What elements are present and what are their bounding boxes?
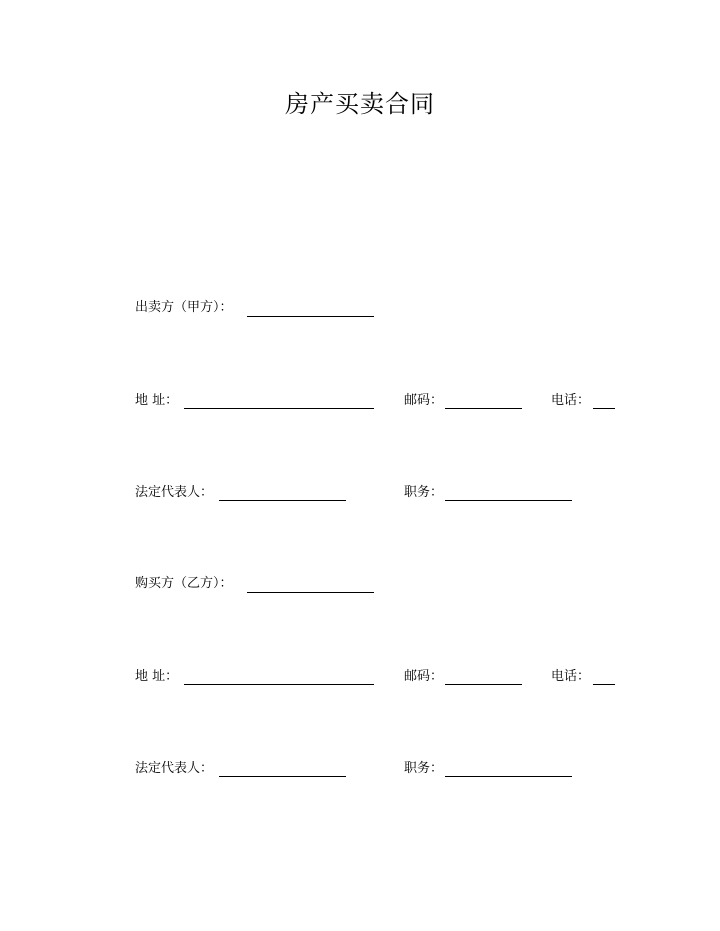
seller-address-label: 地 址： [135,393,179,408]
document-title: 房产买卖合同 [285,90,435,118]
seller-address-blank [184,408,374,409]
seller-postcode-label: 邮码： [404,393,444,408]
seller-postcode-blank [445,408,522,409]
buyer-legal-rep-label: 法定代表人： [135,761,214,776]
buyer-party-blank [247,592,374,593]
buyer-phone-blank [593,684,615,685]
seller-position-blank [445,500,572,501]
seller-party-label: 出卖方（甲方）： [135,300,233,315]
buyer-position-blank [445,776,572,777]
buyer-address-blank [184,684,374,685]
seller-phone-label: 电话： [551,393,591,408]
buyer-position-label: 职务： [404,761,444,776]
seller-party-blank [247,316,374,317]
buyer-address-label: 地 址： [135,669,179,684]
seller-legal-rep-blank [219,500,346,501]
buyer-party-label: 购买方（乙方）： [135,576,233,591]
buyer-legal-rep-blank [219,776,346,777]
seller-legal-rep-label: 法定代表人： [135,485,214,500]
seller-position-label: 职务： [404,485,444,500]
buyer-phone-label: 电话： [551,669,591,684]
seller-phone-blank [593,408,615,409]
buyer-postcode-label: 邮码： [404,669,444,684]
buyer-postcode-blank [445,684,522,685]
